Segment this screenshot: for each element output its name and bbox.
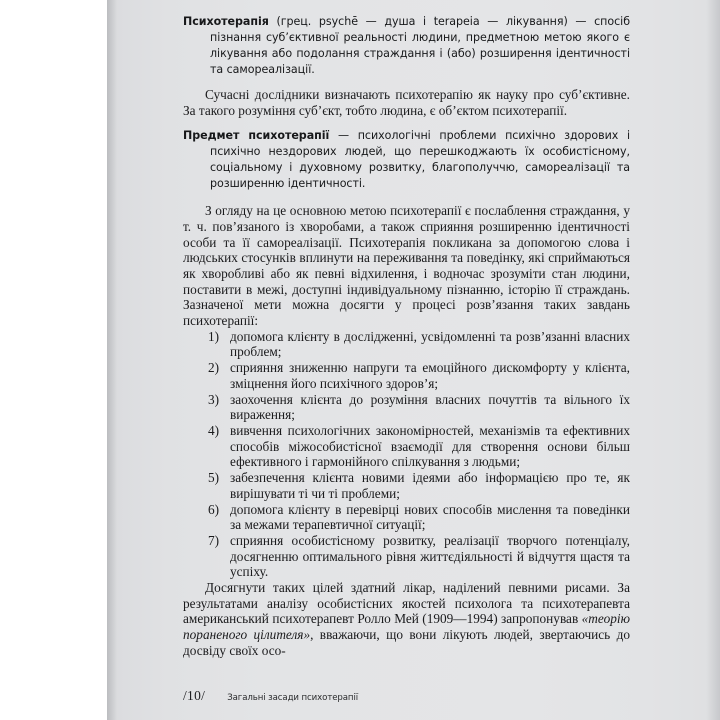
spacer [183, 78, 630, 87]
spacer [183, 192, 630, 203]
list-item [183, 360, 630, 391]
paragraph-modern-researchers: Сучасні дослідники визначають психотерапію як науку про суб’єктивне. За такого розуміння суб’єкт, тобто людина, є об’єктом психотерапії. [183, 87, 630, 119]
term-psychotherapy: Психотерапія [183, 15, 269, 28]
page-text-column [183, 14, 630, 674]
list-item-number: 7) [208, 532, 220, 548]
list-item-number: 3) [208, 391, 220, 407]
wounded-healer-theory-title: «теорію пораненого цілителя» [183, 611, 630, 643]
list-item-text: сприяння зниженню напруги та емоційного дискомфорту у клієнта, зміцнення його психічного здоров’я; [230, 360, 630, 391]
list-item-text: допомога клієнту в дослідженні, усвідомленні та розв’язанні власних проблем; [230, 328, 630, 360]
list-item-text: допомога клієнту в перевірці нових способів мислення та поведінки за межами терапевтичної ситуації; [230, 501, 630, 533]
wounded-healer-part2: , вважаючи, що вони лікують людей, звертаючись до досвіду своїх осо- [183, 627, 630, 658]
list-item-number: 5) [208, 470, 220, 486]
definition-subject [183, 128, 630, 192]
paragraph-wounded-healer [183, 580, 630, 659]
definition-psychotherapy-body: (грец. psychē — душа і terapeia — лікування) — спосіб пізнання суб’єктивної реальності людини, предметною метою якого є лікування або подолання страждання і (або) розширення ідентичності та самореалізації. [210, 15, 630, 77]
term-subject-of-psychotherapy: Предмет психотерапії [183, 128, 330, 142]
list-item-number: 6) [208, 501, 220, 517]
list-item-text: вивчення психологічних закономірностей, механізмів та ефективних способів міжособистісної взаємодії для створення основи більш ефективного і гармонійного спілкування з людьми; [230, 423, 630, 470]
paper-surface [107, 0, 720, 720]
page-footer [183, 688, 643, 704]
wounded-healer-part1: Досягнути таких цілей здатний лікар, наділений певними рисами. За результатами аналізу особистісних якостей психолога та психотерапевта американський психотерапевт Ролло Мей (1909—1994) запропонував [183, 580, 630, 627]
list-item-text: забезпечення клієнта новими ідеями або інформацією про те, як вирішувати ті чи ті проблеми; [230, 470, 630, 501]
list-item [183, 392, 630, 423]
list-item-number: 1) [208, 328, 220, 344]
list-item-text: заохочення клієнта до розуміння власних почуттів та вільного їх вираження; [230, 391, 630, 423]
paragraph-main-goal: З огляду на це основною метою психотерапії є послаблення страждання, у т. ч. пов’язаного із хворобами, а також сприяння розширенню ідентичності особи та її самореалізації. Психотерапія покликана за допомогою слова і людських стосунків вплинути на переживання та поведінку, які сприймаються як хворобливі або як певні відхилення, і водночас зрозуміти стан людини, поставити в межі, доступні індивідуальному пізнанню, історію її страждань. Зазначеної мети можна досягти у процесі розв’язання таких завдань психотерапії: [183, 203, 630, 329]
list-item-number: 2) [208, 360, 220, 376]
tasks-list [183, 329, 630, 580]
running-head: Загальні засади психотерапії [227, 693, 359, 703]
list-item [183, 502, 630, 533]
page-number: /10/ [183, 688, 206, 703]
definition-psychotherapy [183, 14, 630, 78]
list-item-text: сприяння особистісному розвитку, реалізації творчого потенціалу, досягненню оптимального рівня життєдіяльності й відчуття щастя та успіху. [230, 532, 630, 580]
list-item [183, 533, 630, 580]
spacer [183, 119, 630, 128]
definition-subject-body: — психологічні проблеми психічно здорових і психічно нездорових людей, що перешкоджають їх особистісному, соціальному і духовному розвитку, благополуччю, самореалізації та розширенню ідентичності. [210, 128, 631, 191]
list-item [183, 470, 630, 501]
list-item [183, 423, 630, 470]
list-item-number: 4) [208, 423, 220, 438]
list-item [183, 329, 630, 360]
